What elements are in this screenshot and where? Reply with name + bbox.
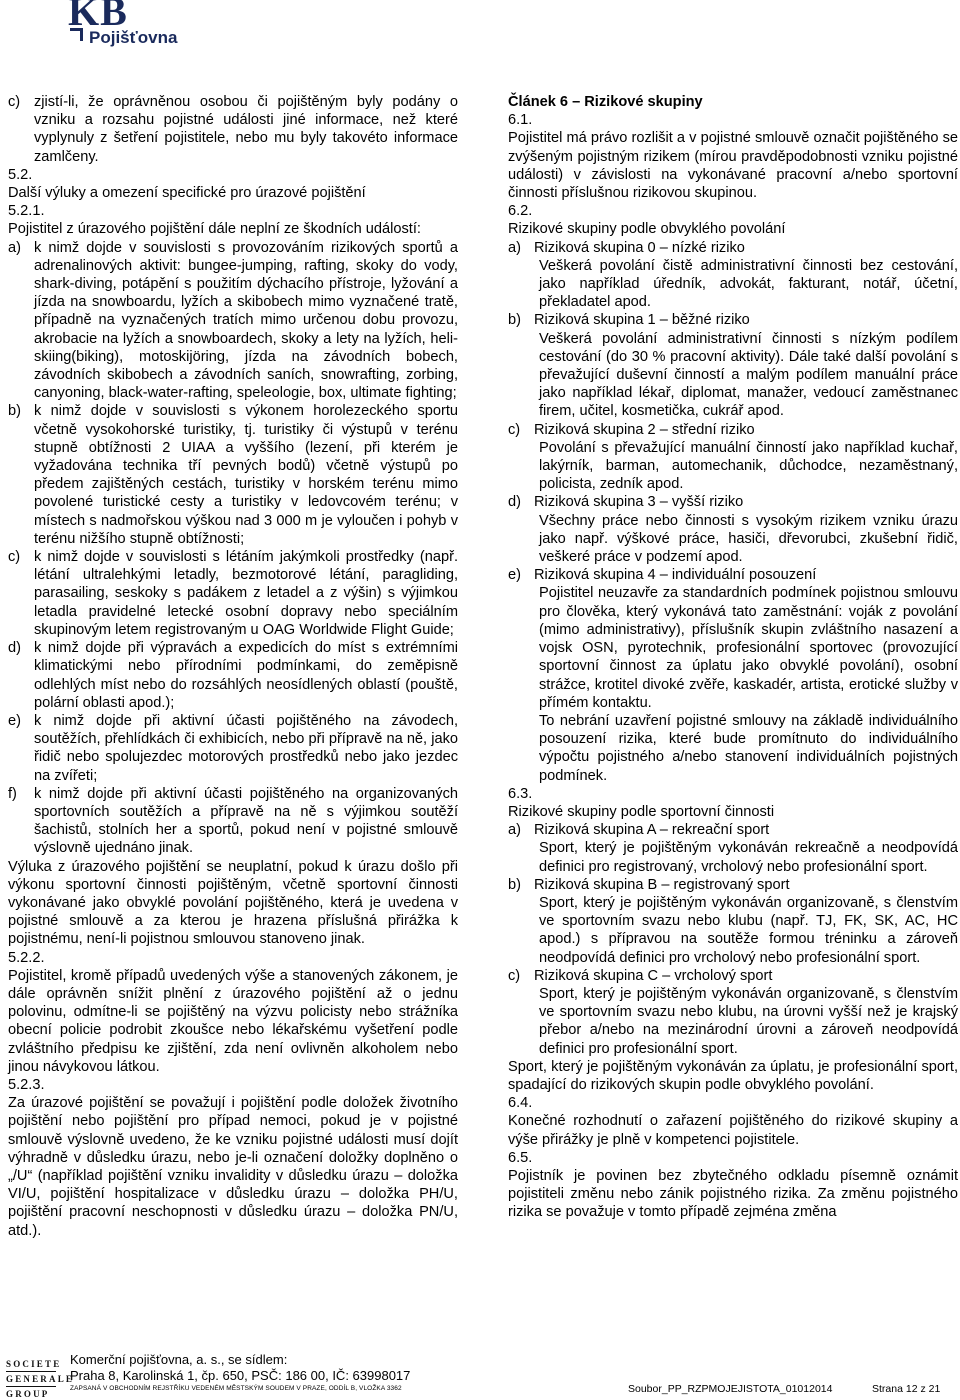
paragraph: Pojistník je povinen bez zbytečného odkladu písemně oznámit pojistiteli změnu nebo zánik pojistného rizika. Za změnu pojistného rizika se považuje v tomto případě zejména změna — [508, 1167, 958, 1221]
item-head: Riziková skupina A – rekreační sport — [534, 822, 770, 839]
paragraph: Konečné rozhodnutí o zařazení pojištěného do rizikové skupiny a výše přirážky je plně v kompetenci pojistitele. — [508, 1113, 958, 1148]
item-text: zjistí-li, že oprávněnou osobou či pojištěným byly podány o vzniku a rozsahu pojistné události jiné informace, než které vyplynuly z šetření pojistitele, nebo mu byly takovéto informace zamlčeny. — [34, 94, 458, 165]
sg-line-1: SOCIETE — [6, 1359, 62, 1369]
logo-main-text: KB — [68, 0, 128, 34]
section-number: 5.2.3. — [8, 1076, 45, 1093]
section-title: Další výluky a omezení specifické pro úrazové pojištění — [8, 185, 366, 202]
item-label: f) — [8, 785, 17, 802]
section-number: 6.5. — [508, 1149, 533, 1166]
item-head: Riziková skupina 0 – nízké riziko — [534, 239, 745, 256]
item-label: a) — [508, 822, 521, 839]
section-number: 6.2. — [508, 203, 533, 220]
list-item — [508, 493, 958, 511]
item-label: e) — [508, 567, 521, 584]
list-item — [8, 712, 458, 785]
list-item — [8, 639, 458, 712]
paragraph: Rizikové skupiny podle obvyklého povolání — [508, 221, 786, 238]
item-label: d) — [8, 640, 21, 657]
item-text: Všechny práce nebo činnosti s vysokým rizikem vzniku úrazu jako např. výškové práce, hasiči, dřevorubci, zkušební řidič, veškeré práce v podzemí apod. — [539, 512, 958, 566]
item-text: Sport, který je pojištěným vykonáván organizovaně, s členstvím ve sportovním svazu nebo klubu (např. TJ, FK, SK, AC, HC apod.) s přípravou na soutěže formou tréninku a zároveň neodpovídá definici pro vrcholový nebo profesionální sport. — [539, 894, 958, 966]
item-head: Riziková skupina C – vrcholový sport — [534, 967, 773, 984]
item-label: c) — [8, 549, 21, 566]
item-label: b) — [8, 403, 21, 420]
item-text: k nimž dojde v souvislosti s létáním jakýmkoli prostředky (např. létání ultralehkými letadly, bezmotorové létání, paragliding, parasailing, seskoky s padákem z letadel a z výšin) s výjimkou letadla pravidelné letecké osobní dopravy nebo speciálním skupinovým letem registrovaným u OAG Worldwide Flight Guide; — [34, 549, 458, 638]
page-header — [0, 0, 960, 56]
logo-sub-text — [70, 28, 177, 48]
item-label: a) — [8, 239, 21, 256]
item-head: Riziková skupina 3 – vyšší riziko — [534, 494, 744, 511]
list-item — [508, 239, 958, 257]
item-text: Veškerá povolání administrativní činnosti s nízkým podílem cestování (do 30 % pracovní aktivity). Dále také další povolání s převažující duševní činností a malým podílem manuální práce jako například lékař, diplomat, manažer, vedoucí zaměstnanec firem, učitel, kosmetička, cukrář apod. — [539, 330, 958, 420]
societe-generale-logo — [6, 1358, 74, 1400]
list-item — [508, 566, 958, 584]
item-text: k nimž dojde při výpravách a expedicích do míst s extrémními klimatickými nebo přírodními podmínkami, do zeměpisně odlehlých míst nebo do rozsáhlých neosídlených oblastí (pouště, polární oblasti apod.); — [34, 640, 458, 711]
page-number: Strana 12 z 21 — [872, 1383, 941, 1395]
registry-info: ZAPSANÁ V OBCHODNÍM REJSTŘÍKU VEDENÉM MĚSTSKÝM SOUDEM V PRAZE, ODDÍL B, VLOŽKA 3362 — [70, 1385, 402, 1392]
item-head: Riziková skupina 2 – střední riziko — [534, 421, 755, 438]
list-item — [508, 311, 958, 329]
company-address: Praha 8, Karolinská 1, čp. 650, PSČ: 186 00, IČ: 63998017 — [70, 1368, 411, 1383]
item-text: To nebrání uzavření pojistné smlouvy na základě individuálního posouzení rizika, které bude promítnuto do individuálního výpočtu pojistného a/nebo stanovení individuálních pojistných podmínek. — [539, 712, 958, 784]
item-label: b) — [508, 876, 521, 893]
sg-divider — [6, 1371, 56, 1372]
company-name: Komerční pojišťovna, a. s., se sídlem: — [70, 1352, 288, 1367]
file-name: Soubor_PP_RZPMOJEJISTOTA_01012014 — [628, 1383, 833, 1395]
item-label: d) — [508, 494, 521, 511]
item-text: Sport, který je pojištěným vykonáván rekreačně a neodpovídá definici pro registrovaný, vrcholový nebo profesionální sport. — [539, 840, 958, 875]
item-text: Veškerá povolání čistě administrativní činnosti bez cestování, jako například úředník, advokát, fakturant, notář, účetní, překladatel apod. — [539, 257, 958, 311]
list-item — [8, 402, 458, 548]
list-item — [508, 876, 958, 894]
paragraph: Sport, který je pojištěným vykonáván za úplatu, je profesionální sport, spadající do rizikových skupin podle obvyklého povolání. — [508, 1058, 958, 1093]
list-item — [8, 93, 458, 166]
paragraph: Pojistitel má právo rozlišit a v pojistné smlouvě označit pojištěného se zvýšeným pojistným rizikem (mírou pravděpodobnosti vzniku pojistné události) v závislosti na vykonávané pracovní a/nebo sportovní činnosti příslušnou rizikovou skupinou. — [508, 130, 958, 202]
item-text: Povolání s převažující manuální činností jako například kuchař, lakýrník, barman, automechanik, důchodce, nezaměstnaný, policista, zedník apod. — [539, 439, 958, 493]
section-number: 6.1. — [508, 112, 533, 129]
paragraph: Za úrazové pojištění se považují i pojištění podle doložek životního pojištění nebo pojištění pro případ nemoci, pokud je v pojistné smlouvě výslovně uvedeno, že ke vzniku pojistné události musí dojít výhradně v důsledku úrazu, nebo je-li označení doložky doplněno o „/U“ (například pojištění vzniku invalidity v důsledku úrazu – doložka VI/U, pojištění hospitalizace v důsledku úrazu – doložka PH/U, pojištění pracovní neschopnosti v důsledku úrazu – doložka PN/U, atd.). — [8, 1095, 458, 1239]
page-footer — [0, 1352, 960, 1398]
item-head: Riziková skupina 1 – běžné riziko — [534, 312, 750, 329]
list-item — [508, 967, 958, 985]
left-column — [8, 93, 458, 1240]
list-item — [508, 821, 958, 839]
logo-corner-icon — [70, 28, 83, 41]
list-item — [8, 548, 458, 639]
item-text: Pojistitel neuzavře za standardních podmínek pojistnou smlouvu pro člověka, který vykonává tato zaměstnání: voják z povolání (mimo administrativy), příslušník skupin zvláštního nasazení a vojsk OSN, pyrotechnik, profesionální sportovec (provozující sportovní činnost za úplatu jako obvyklé povolání), osobní strážce, krotitel divoké zvěře, kaskadér, artista, erotické služby v přímém kontaktu. — [539, 585, 958, 711]
item-text: k nimž dojde při aktivní účasti pojištěného na závodech, soutěžích, přehlídkách či exhibicích, nebo při přípravě na ně, jako řidič nebo spolujezdec motorových prostředků nebo jako jezdec na zvířeti; — [34, 712, 458, 784]
list-item — [8, 239, 458, 403]
sg-divider — [6, 1386, 56, 1387]
item-text: Sport, který je pojištěným vykonáván organizovaně, s členstvím ve sportovním svazu nebo klubu, na úrovni vyšší než je krajský přebor a/nebo na mezinárodní úrovni a zároveň neodpovídá definici pro profesionální sport. — [539, 985, 958, 1057]
paragraph: Rizikové skupiny podle sportovní činnosti — [508, 803, 775, 820]
section-number: 5.2.2. — [8, 949, 45, 966]
item-label: c) — [508, 967, 521, 984]
article-title: Článek 6 – Rizikové skupiny — [508, 94, 703, 110]
section-number: 5.2.1. — [8, 203, 45, 220]
item-label: c) — [8, 94, 21, 110]
right-column — [508, 93, 958, 1222]
list-item — [508, 421, 958, 439]
item-label: a) — [508, 239, 521, 256]
item-text: k nimž dojde v souvislosti s provozováním rizikových sportů a adrenalinových aktivit: bungee-jumping, rafting, skoky do vody, shark-diving, potápění s použitím dýchacího přístroje, lyžování a jízda na snowboardu, lyžích a skibobech mimo vyznačené tratě, případně na vyznačených tratích mimo určenou dobu provozu, akrobacie na lyžích a snowboardech, skoky a lety na lyžích, heli-skiing(biking), motoskijöring, jízda na závodních bobech, závodních skibobech a závodních saních, snowrafting, zorbing, canyoning, black-water-rafting, speleologie, box, ultimate fighting; — [34, 239, 458, 402]
item-text: k nimž dojde při aktivní účasti pojištěného na organizovaných sportovních soutěžích a přípravě na ně s výjimkou soutěží šachistů, stolních her a sportů, pokud není v pojistné smlouvě výslovně ujednáno jinak. — [34, 785, 458, 857]
sg-line-3: GROUP — [6, 1389, 50, 1399]
logo-sub-label: Pojišťovna — [89, 28, 178, 47]
sg-line-2: GENERALE — [6, 1374, 75, 1384]
item-head: Riziková skupina 4 – individuální posouzení — [534, 567, 817, 584]
section-number: 6.3. — [508, 785, 533, 802]
item-head: Riziková skupina B – registrovaný sport — [534, 876, 790, 893]
item-text: k nimž dojde v souvislosti s výkonem horolezeckého sportu včetně vysokohorské turistiky, tj. turistiky či výstupů v terénu stupně obtížnosti 2 UIAA a vyššího (lezení, při kterém je vyžadována technika tří pevných bodů) včetně výstupů po předem zajištěných cestách, turistiky v horském terénu mimo povolené turistické cesty a turistiky v ledovcovém terénu; v místech s nadmořskou výškou nad 3 000 m je vyloučen i pohyb v terénu nižšího stupně obtížnosti; — [34, 403, 458, 547]
company-info — [70, 1352, 410, 1384]
item-label: c) — [508, 421, 521, 438]
kb-logo — [60, 0, 190, 50]
list-item — [8, 785, 458, 858]
section-number: 5.2. — [8, 166, 33, 183]
paragraph: Pojistitel z úrazového pojištění dále neplní ze škodních událostí: — [8, 221, 421, 238]
section-number: 6.4. — [508, 1095, 533, 1112]
item-label: b) — [508, 312, 521, 329]
paragraph: Výluka z úrazového pojištění se neuplatní, pokud k úrazu došlo při výkonu sportovní činnosti pojištěným, včetně sportovní činnosti vykonávané jako obvyklé povolání pojištěného, která je uvedena v pojistné smlouvě a za kterou je hrazena příslušná přirážka k pojistnému, není-li pojistnou smlouvou stanoveno jinak. — [8, 858, 458, 948]
paragraph: Pojistitel, kromě případů uvedených výše a stanovených zákonem, je dále oprávněn snížit plnění z úrazového pojištění až o jednu polovinu, odmítne-li se pojištěný na výzvu policisty nebo strážníka obecní policie podrobit zkoušce nebo lékařskému vyšetření podle zvláštního předpisu ke zjištění, zda není ovlivněn alkoholem nebo jinou návykovou látkou. — [8, 967, 458, 1075]
item-label: e) — [8, 712, 21, 729]
